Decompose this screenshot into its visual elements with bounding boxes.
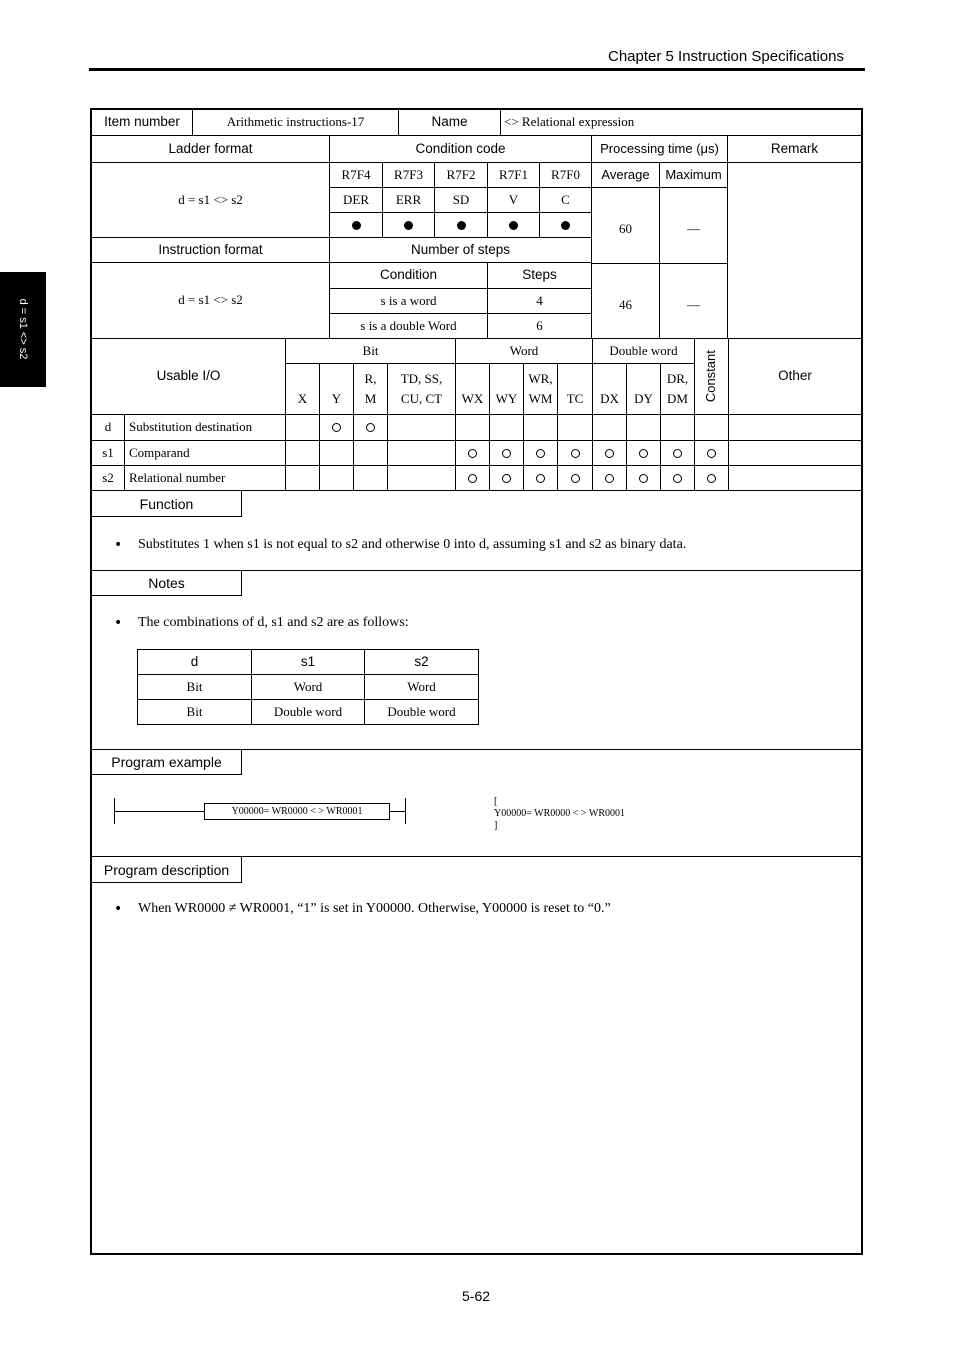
io-usage-cell (354, 415, 388, 441)
io-group-double-word: Double word (593, 339, 695, 364)
steps-max: — (687, 297, 700, 312)
program-text-form (494, 796, 625, 832)
open-circle-icon (571, 449, 580, 458)
maximum-label: Maximum (660, 163, 728, 188)
io-col-dr: DR, DM (661, 364, 695, 415)
open-circle-icon (639, 474, 648, 483)
open-circle-icon (468, 474, 477, 483)
io-usage-cell (695, 415, 729, 441)
cc-flag-r7f1: R7F1 (488, 163, 540, 188)
combo-cell: Bit (138, 700, 252, 725)
io-usage-cell (593, 441, 627, 466)
processing-time-label: Processing time (μs) (592, 136, 728, 163)
open-circle-icon (536, 449, 545, 458)
io-row-description: Substitution destination (125, 415, 286, 441)
item-number-label: Item number (92, 110, 193, 136)
io-usage-cell (456, 466, 490, 491)
io-col-td: TD, SS, CU, CT (388, 364, 456, 415)
io-usage-cell (524, 441, 558, 466)
open-circle-icon (502, 474, 511, 483)
cc-name-v: V (488, 188, 540, 213)
open-circle-icon (605, 449, 614, 458)
io-usage-cell (627, 466, 661, 491)
condition-label: Condition (330, 263, 488, 289)
combo-cell: Word (365, 675, 479, 700)
io-other-cell (729, 415, 861, 441)
io-group-bit: Bit (286, 339, 456, 364)
io-usage-cell (593, 466, 627, 491)
bracket-open: [ (494, 796, 498, 807)
time-divider (592, 263, 728, 264)
io-usage-cell (524, 466, 558, 491)
combo-cell: Bit (138, 675, 252, 700)
bullet-icon: • (114, 615, 123, 631)
io-constant-header (695, 339, 729, 415)
cc-mark-sd (435, 213, 488, 238)
io-usage-cell (354, 466, 388, 491)
open-circle-icon (468, 449, 477, 458)
open-circle-icon (571, 474, 580, 483)
chapter-header: Chapter 5 Instruction Specifications (608, 48, 844, 65)
combo-cell: Word (252, 675, 365, 700)
io-usage-cell (490, 441, 524, 466)
combinations-table (137, 649, 479, 725)
cc-mark-c (540, 213, 592, 238)
combo-cell: Double word (365, 700, 479, 725)
io-usage-cell (320, 466, 354, 491)
io-usage-cell (695, 466, 729, 491)
description-text: When WR0000 ≠ WR0001, “1” is set in Y00000. Otherwise, Y00000 is reset to “0.” (138, 901, 611, 916)
steps-avg: 46 (619, 297, 632, 312)
io-usage-cell (627, 415, 661, 441)
notes-label: Notes (92, 571, 242, 596)
open-circle-icon (707, 449, 716, 458)
combo-head-d: d (138, 650, 252, 675)
open-circle-icon (605, 474, 614, 483)
io-usage-cell (661, 441, 695, 466)
ladder-format-label: Ladder format (92, 136, 330, 163)
io-usage-cell (490, 466, 524, 491)
step-count-word: 4 (488, 289, 592, 314)
io-row-description: Comparand (125, 441, 286, 466)
io-usage-cell (661, 466, 695, 491)
open-circle-icon (536, 474, 545, 483)
step-condition-dword: s is a double Word (330, 314, 488, 339)
step-count-dword: 6 (488, 314, 592, 339)
io-usage-cell (558, 415, 593, 441)
cc-name-err: ERR (383, 188, 435, 213)
description-bullet (114, 901, 611, 917)
ladder-wire-right (390, 811, 406, 812)
io-usage-cell (354, 441, 388, 466)
bullet-icon: • (114, 901, 123, 917)
name-value: <> Relational expression (501, 110, 861, 136)
cc-mark-v (488, 213, 540, 238)
filled-dot-icon (352, 221, 361, 230)
open-circle-icon (673, 449, 682, 458)
item-number-value: Arithmetic instructions-17 (193, 110, 399, 136)
condition-code-label: Condition code (330, 136, 592, 163)
ladder-wire-left (114, 811, 204, 812)
cc-name-der: DER (330, 188, 383, 213)
io-usage-cell (286, 466, 320, 491)
function-text: Substitutes 1 when s1 is not equal to s2 and otherwise 0 into d, assuming s1 and s2 as binary data. (138, 537, 687, 552)
program-text-expr: Y00000= WR0000 < > WR0001 (494, 808, 625, 819)
instruction-expression: d = s1 <> s2 (92, 263, 330, 339)
io-usage-cell (593, 415, 627, 441)
io-usage-cell (388, 415, 456, 441)
function-bullet (114, 537, 686, 553)
io-other-cell (729, 441, 861, 466)
io-col-wr: WR, WM (524, 364, 558, 415)
open-circle-icon (502, 449, 511, 458)
io-usage-cell (320, 441, 354, 466)
cc-flag-r7f4: R7F4 (330, 163, 383, 188)
time-max: — (687, 221, 700, 236)
filled-dot-icon (509, 221, 518, 230)
io-usage-cell (456, 415, 490, 441)
number-of-steps-label: Number of steps (330, 238, 592, 263)
name-label: Name (399, 110, 501, 136)
cc-mark-err (383, 213, 435, 238)
io-usage-cell (558, 466, 593, 491)
open-circle-icon (707, 474, 716, 483)
cc-name-sd: SD (435, 188, 488, 213)
notes-text: The combinations of d, s1 and s2 are as follows: (138, 615, 409, 630)
io-usage-cell (661, 415, 695, 441)
open-circle-icon (366, 423, 375, 432)
io-col-dx: DX (593, 364, 627, 415)
io-col-tc: TC (558, 364, 593, 415)
header-rule (89, 68, 865, 71)
io-usage-cell (286, 441, 320, 466)
combo-cell: Double word (252, 700, 365, 725)
filled-dot-icon (457, 221, 466, 230)
io-group-word: Word (456, 339, 593, 364)
io-row-description: Relational number (125, 466, 286, 491)
cc-name-c: C (540, 188, 592, 213)
bullet-icon: • (114, 537, 123, 553)
combo-head-s1: s1 (252, 650, 365, 675)
io-other-header: Other (729, 339, 861, 415)
filled-dot-icon (404, 221, 413, 230)
cc-flag-r7f2: R7F2 (435, 163, 488, 188)
filled-dot-icon (561, 221, 570, 230)
cc-flag-r7f3: R7F3 (383, 163, 435, 188)
bracket-close: ] (494, 820, 498, 831)
io-row-symbol: s2 (92, 466, 125, 491)
io-col-wx: WX (456, 364, 490, 415)
remark-label: Remark (728, 136, 861, 163)
open-circle-icon (673, 474, 682, 483)
ladder-box: Y00000= WR0000 < > WR0001 (204, 803, 390, 820)
cc-flag-r7f0: R7F0 (540, 163, 592, 188)
steps-label: Steps (488, 263, 592, 289)
io-usage-cell (558, 441, 593, 466)
remark-cell (728, 163, 861, 339)
io-usage-cell (490, 415, 524, 441)
average-label: Average (592, 163, 660, 188)
notes-bullet (114, 615, 409, 631)
step-condition-word: s is a word (330, 289, 488, 314)
io-col-dy: DY (627, 364, 661, 415)
side-tab (0, 272, 46, 387)
function-label: Function (92, 491, 242, 517)
right-power-rail (405, 798, 406, 824)
io-row-symbol: d (92, 415, 125, 441)
program-example-label: Program example (92, 750, 242, 775)
page-number: 5-62 (462, 1288, 491, 1304)
io-usage-cell (388, 466, 456, 491)
open-circle-icon (639, 449, 648, 458)
io-other-cell (729, 466, 861, 491)
cc-mark-der (330, 213, 383, 238)
io-usage-cell (456, 441, 490, 466)
io-col-wy: WY (490, 364, 524, 415)
open-circle-icon (332, 423, 341, 432)
time-avg: 60 (619, 221, 632, 236)
instruction-spec-frame (90, 108, 863, 1255)
io-usage-cell (695, 441, 729, 466)
constant-label: Constant (703, 350, 719, 403)
side-tab-label: d = s1 <> s2 (17, 298, 29, 360)
combo-head-s2: s2 (365, 650, 479, 675)
io-row-symbol: s1 (92, 441, 125, 466)
io-col-x: X (286, 364, 320, 415)
io-col-rm: R, M (354, 364, 388, 415)
io-col-y: Y (320, 364, 354, 415)
io-usage-cell (286, 415, 320, 441)
io-usage-cell (388, 441, 456, 466)
instruction-format-label: Instruction format (92, 238, 330, 263)
io-usage-cell (524, 415, 558, 441)
ladder-diagram (114, 798, 406, 826)
io-usage-cell (627, 441, 661, 466)
program-description-label: Program description (92, 857, 242, 883)
usable-io-label: Usable I/O (92, 339, 286, 415)
io-usage-cell (320, 415, 354, 441)
ladder-expression: d = s1 <> s2 (92, 163, 330, 238)
